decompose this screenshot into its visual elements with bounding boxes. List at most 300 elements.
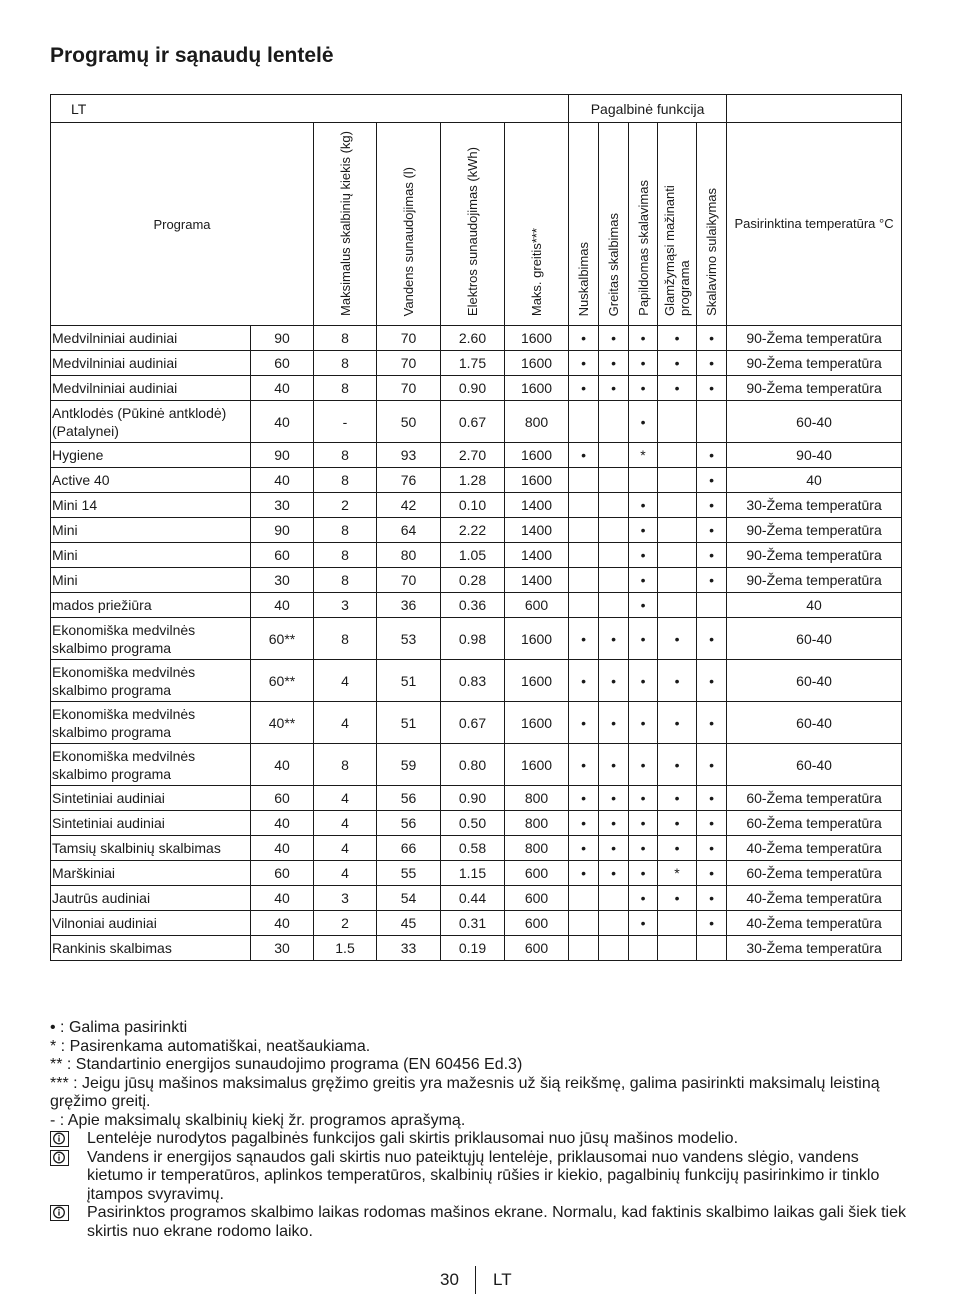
speed-cell: 600 [505, 911, 569, 936]
aux-cell [569, 468, 599, 493]
aux-cell: • [697, 886, 727, 911]
table-row [51, 401, 902, 443]
water-cell: 54 [377, 886, 441, 911]
table-row [51, 936, 902, 961]
energy-cell: 2.22 [441, 518, 505, 543]
program-name-cell: Vilnoniai audiniai [51, 911, 251, 936]
energy-cell: 0.80 [441, 744, 505, 786]
max-load-cell: 2 [314, 911, 377, 936]
max-load-cell: 1.5 [314, 936, 377, 961]
speed-cell: 1600 [505, 326, 569, 351]
max-load-cell: - [314, 401, 377, 443]
aux-cell: • [658, 811, 697, 836]
selectable-temp-cell: 60-Žema temperatūra [727, 786, 902, 811]
info-icon [50, 1205, 69, 1221]
water-cell: 51 [377, 702, 441, 744]
temperature-cell: 30 [251, 568, 314, 593]
table-row [51, 593, 902, 618]
water-cell: 66 [377, 836, 441, 861]
aux-cell [599, 911, 629, 936]
aux-cell [569, 593, 599, 618]
speed-cell: 1400 [505, 518, 569, 543]
note-line: - : Apie maksimalų skalbinių kiekį žr. programos aprašymą. [50, 1111, 466, 1129]
selectable-temp-cell: 90-Žema temperatūra [727, 326, 902, 351]
table-row [51, 886, 902, 911]
aux-cell: • [697, 443, 727, 468]
info-note [50, 1204, 910, 1241]
aux-cell: • [629, 593, 658, 618]
max-load-cell: 8 [314, 518, 377, 543]
temperature-cell: 30 [251, 936, 314, 961]
max-load-cell: 8 [314, 351, 377, 376]
info-icon [50, 1150, 69, 1166]
table-row [51, 744, 902, 786]
note-line: ** : Standartinio energijos sunaudojimo programa (EN 60456 Ed.3) [50, 1056, 523, 1073]
energy-label: Elektros sunaudojimas (kWh) [465, 146, 480, 316]
program-name-cell: Marškiniai [51, 861, 251, 886]
aux-header-2 [629, 123, 658, 326]
aux-cell [599, 543, 629, 568]
speed-cell: 1600 [505, 443, 569, 468]
max-load-label: Maksimalus skalbinių kiekis (kg) [337, 131, 353, 316]
program-name-cell: Mini [51, 543, 251, 568]
aux-cell [658, 401, 697, 443]
program-name-cell: Mini [51, 568, 251, 593]
aux-cell [599, 493, 629, 518]
max-load-cell: 3 [314, 886, 377, 911]
energy-cell: 0.50 [441, 811, 505, 836]
aux-label: Skalavimo sulaikymas [704, 188, 720, 316]
speed-cell: 800 [505, 836, 569, 861]
aux-cell: • [697, 543, 727, 568]
aux-cell [569, 886, 599, 911]
program-name-cell: Rankinis skalbimas [51, 936, 251, 961]
aux-cell: • [697, 468, 727, 493]
speed-cell: 1400 [505, 493, 569, 518]
aux-cell [599, 443, 629, 468]
aux-cell: • [629, 744, 658, 786]
speed-cell: 1600 [505, 660, 569, 702]
aux-cell [569, 518, 599, 543]
aux-cell: • [569, 786, 599, 811]
selectable-temp-cell: 60-40 [727, 618, 902, 660]
temperature-cell: 60 [251, 861, 314, 886]
footer-language: LT [493, 1270, 512, 1289]
aux-cell [629, 468, 658, 493]
max-load-cell: 4 [314, 660, 377, 702]
temp-header: Pasirinktina temperatūra °C [727, 123, 902, 326]
aux-cell [569, 911, 599, 936]
aux-cell: • [658, 702, 697, 744]
aux-cell: • [629, 518, 658, 543]
empty-header-cell [727, 95, 902, 123]
aux-function-header: Pagalbinė funkcija [569, 95, 727, 123]
selectable-temp-cell: 30-Žema temperatūra [727, 493, 902, 518]
speed-cell: 1600 [505, 376, 569, 401]
program-name-cell: Medvilniniai audiniai [51, 351, 251, 376]
water-cell: 70 [377, 326, 441, 351]
program-name-cell: Jautrūs audiniai [51, 886, 251, 911]
aux-cell [658, 911, 697, 936]
water-cell: 93 [377, 443, 441, 468]
info-note-text: Vandens ir energijos sąnaudos gali skirtis nuo pateiktųjų lentelėje, priklausomai nuo vandens slėgio, vandens kietumo ir temperatūros, aplinkos temperatūros, skalbinių rūšies ir kiekio, pagalbinių funkcijų pasirinkimo ir tinklo įtampos svyravimų. [87, 1148, 880, 1203]
temperature-cell: 40 [251, 836, 314, 861]
aux-cell: • [697, 660, 727, 702]
max-load-cell: 2 [314, 493, 377, 518]
table-body [51, 326, 902, 961]
energy-cell: 1.05 [441, 543, 505, 568]
aux-cell: • [658, 618, 697, 660]
selectable-temp-cell: 60-Žema temperatūra [727, 811, 902, 836]
info-note [50, 1149, 910, 1205]
aux-cell [599, 468, 629, 493]
aux-cell: • [658, 660, 697, 702]
energy-cell: 2.60 [441, 326, 505, 351]
water-label: Vandens sunaudojimas (l) [401, 166, 416, 316]
aux-cell: * [658, 861, 697, 886]
program-name-cell: Ekonomiška medvilnės skalbimo programa [51, 618, 251, 660]
aux-cell: • [629, 401, 658, 443]
aux-cell [599, 886, 629, 911]
program-name-cell: Antklodės (Pūkinė antklodė) (Patalynei) [51, 401, 251, 443]
energy-cell: 2.70 [441, 443, 505, 468]
program-name-cell: Medvilniniai audiniai [51, 376, 251, 401]
selectable-temp-cell: 90-40 [727, 443, 902, 468]
aux-cell: • [629, 836, 658, 861]
selectable-temp-cell: 40-Žema temperatūra [727, 886, 902, 911]
aux-cell: • [697, 911, 727, 936]
aux-cell: • [658, 351, 697, 376]
temperature-cell: 40 [251, 811, 314, 836]
aux-cell: • [697, 326, 727, 351]
selectable-temp-cell: 60-40 [727, 401, 902, 443]
selectable-temp-cell: 60-40 [727, 660, 902, 702]
temperature-cell: 40 [251, 401, 314, 443]
aux-cell: • [569, 660, 599, 702]
aux-cell [599, 593, 629, 618]
aux-label: Papildomas skalavimas [635, 180, 651, 316]
selectable-temp-cell: 90-Žema temperatūra [727, 568, 902, 593]
table-row [51, 493, 902, 518]
table-row [51, 351, 902, 376]
aux-cell: • [569, 836, 599, 861]
table-row [51, 376, 902, 401]
aux-cell: • [629, 911, 658, 936]
aux-header-3 [658, 123, 697, 326]
table-row [51, 443, 902, 468]
aux-cell [658, 493, 697, 518]
aux-cell: • [658, 786, 697, 811]
aux-cell [658, 936, 697, 961]
aux-header-0 [569, 123, 599, 326]
table-row [51, 618, 902, 660]
table-row [51, 543, 902, 568]
max-load-cell: 4 [314, 836, 377, 861]
selectable-temp-cell: 90-Žema temperatūra [727, 351, 902, 376]
speed-cell: 600 [505, 593, 569, 618]
aux-cell [569, 543, 599, 568]
water-cell: 36 [377, 593, 441, 618]
selectable-temp-cell: 60-40 [727, 744, 902, 786]
aux-cell [658, 593, 697, 618]
aux-cell: • [697, 518, 727, 543]
aux-cell: • [629, 376, 658, 401]
speed-label: Maks. greitis*** [529, 227, 545, 316]
aux-cell: • [629, 568, 658, 593]
energy-cell: 0.83 [441, 660, 505, 702]
table-row [51, 811, 902, 836]
aux-cell: • [697, 744, 727, 786]
table-row [51, 861, 902, 886]
program-name-cell: Hygiene [51, 443, 251, 468]
aux-cell [599, 936, 629, 961]
program-name-cell: Ekonomiška medvilnės skalbimo programa [51, 702, 251, 744]
aux-cell: • [629, 786, 658, 811]
aux-cell: • [697, 618, 727, 660]
max-load-cell: 8 [314, 326, 377, 351]
notes-section [50, 1019, 910, 1241]
water-cell: 70 [377, 568, 441, 593]
aux-cell: • [629, 326, 658, 351]
speed-cell: 800 [505, 401, 569, 443]
max-load-cell: 4 [314, 861, 377, 886]
energy-cell: 0.90 [441, 786, 505, 811]
water-cell: 64 [377, 518, 441, 543]
aux-cell [658, 443, 697, 468]
speed-cell: 1400 [505, 543, 569, 568]
water-cell: 59 [377, 744, 441, 786]
aux-cell: • [697, 702, 727, 744]
energy-cell: 1.75 [441, 351, 505, 376]
temperature-cell: 60 [251, 351, 314, 376]
max-load-cell: 3 [314, 593, 377, 618]
water-header [377, 123, 441, 326]
selectable-temp-cell: 30-Žema temperatūra [727, 936, 902, 961]
energy-cell: 0.31 [441, 911, 505, 936]
aux-cell: • [658, 744, 697, 786]
aux-cell: • [569, 618, 599, 660]
water-cell: 33 [377, 936, 441, 961]
energy-header [441, 123, 505, 326]
energy-cell: 1.15 [441, 861, 505, 886]
aux-cell: • [697, 376, 727, 401]
energy-cell: 1.28 [441, 468, 505, 493]
aux-cell: • [658, 376, 697, 401]
selectable-temp-cell: 90-Žema temperatūra [727, 376, 902, 401]
max-load-cell: 4 [314, 702, 377, 744]
program-name-cell: Ekonomiška medvilnės skalbimo programa [51, 660, 251, 702]
table-row [51, 911, 902, 936]
max-load-cell: 8 [314, 543, 377, 568]
aux-cell [658, 518, 697, 543]
program-name-cell: Mini 14 [51, 493, 251, 518]
aux-cell [599, 568, 629, 593]
aux-cell [629, 936, 658, 961]
selectable-temp-cell: 40 [727, 593, 902, 618]
energy-cell: 0.19 [441, 936, 505, 961]
aux-cell [569, 568, 599, 593]
water-cell: 76 [377, 468, 441, 493]
aux-cell: • [569, 744, 599, 786]
table-row [51, 702, 902, 744]
program-header: Programa [51, 123, 314, 326]
temperature-cell: 90 [251, 518, 314, 543]
aux-cell: • [599, 351, 629, 376]
aux-label: Nuskalbimas [576, 241, 592, 316]
temperature-cell: 40 [251, 744, 314, 786]
water-cell: 51 [377, 660, 441, 702]
table-row [51, 518, 902, 543]
water-cell: 50 [377, 401, 441, 443]
program-table [50, 94, 902, 961]
temperature-cell: 60** [251, 618, 314, 660]
selectable-temp-cell: 40-Žema temperatūra [727, 911, 902, 936]
program-name-cell: Tamsių skalbinių skalbimas [51, 836, 251, 861]
aux-cell [569, 493, 599, 518]
selectable-temp-cell: 40 [727, 468, 902, 493]
energy-cell: 0.67 [441, 401, 505, 443]
temperature-cell: 40 [251, 468, 314, 493]
aux-cell: • [599, 702, 629, 744]
water-cell: 53 [377, 618, 441, 660]
aux-cell: • [599, 618, 629, 660]
max-load-cell: 8 [314, 443, 377, 468]
max-load-cell: 8 [314, 618, 377, 660]
aux-cell [569, 401, 599, 443]
aux-cell: • [629, 660, 658, 702]
max-load-cell: 8 [314, 376, 377, 401]
temperature-cell: 60** [251, 660, 314, 702]
water-cell: 70 [377, 376, 441, 401]
aux-cell [599, 518, 629, 543]
speed-cell: 600 [505, 936, 569, 961]
note-line: * : Pasirenkama automatiškai, neatšaukiama. [50, 1037, 371, 1055]
temperature-cell: 40 [251, 376, 314, 401]
aux-cell: • [697, 493, 727, 518]
aux-cell: • [629, 351, 658, 376]
program-name-cell: Sintetiniai audiniai [51, 786, 251, 811]
max-load-cell: 8 [314, 568, 377, 593]
aux-cell: • [629, 886, 658, 911]
aux-cell: • [569, 351, 599, 376]
speed-cell: 600 [505, 886, 569, 911]
aux-cell: • [697, 568, 727, 593]
aux-cell: • [569, 861, 599, 886]
aux-header-1 [599, 123, 629, 326]
aux-cell: • [599, 660, 629, 702]
page-number: 30 [440, 1270, 459, 1289]
aux-cell: • [629, 618, 658, 660]
aux-cell: • [599, 861, 629, 886]
aux-cell: • [629, 543, 658, 568]
speed-cell: 1600 [505, 744, 569, 786]
temperature-cell: 40** [251, 702, 314, 744]
aux-cell: • [569, 702, 599, 744]
program-name-cell: Sintetiniai audiniai [51, 811, 251, 836]
energy-cell: 0.67 [441, 702, 505, 744]
aux-cell: • [658, 326, 697, 351]
program-name-cell: Medvilniniai audiniai [51, 326, 251, 351]
energy-cell: 0.90 [441, 376, 505, 401]
temperature-cell: 30 [251, 493, 314, 518]
aux-header-4 [697, 123, 727, 326]
energy-cell: 0.28 [441, 568, 505, 593]
footer-divider [475, 1266, 476, 1294]
aux-cell: • [569, 811, 599, 836]
table-row [51, 786, 902, 811]
program-name-cell: Active 40 [51, 468, 251, 493]
aux-cell [697, 401, 727, 443]
aux-cell [599, 401, 629, 443]
max-load-cell: 8 [314, 744, 377, 786]
speed-cell: 1600 [505, 618, 569, 660]
speed-cell: 1600 [505, 351, 569, 376]
selectable-temp-cell: 90-Žema temperatūra [727, 518, 902, 543]
energy-cell: 0.10 [441, 493, 505, 518]
aux-cell: • [697, 861, 727, 886]
aux-cell [697, 593, 727, 618]
water-cell: 70 [377, 351, 441, 376]
table-row [51, 468, 902, 493]
page-title: Programų ir sąnaudų lentelė [50, 44, 334, 67]
max-load-header [314, 123, 377, 326]
water-cell: 42 [377, 493, 441, 518]
aux-cell: • [599, 376, 629, 401]
aux-cell [697, 936, 727, 961]
speed-cell: 1400 [505, 568, 569, 593]
water-cell: 55 [377, 861, 441, 886]
temperature-cell: 90 [251, 443, 314, 468]
aux-cell: * [629, 443, 658, 468]
aux-cell: • [569, 326, 599, 351]
max-load-cell: 4 [314, 811, 377, 836]
water-cell: 80 [377, 543, 441, 568]
table-lang-label: LT [51, 95, 569, 123]
table-row [51, 568, 902, 593]
aux-cell: • [569, 443, 599, 468]
water-cell: 56 [377, 786, 441, 811]
speed-cell: 1600 [505, 468, 569, 493]
max-load-cell: 8 [314, 468, 377, 493]
table-row [51, 836, 902, 861]
selectable-temp-cell: 90-Žema temperatūra [727, 543, 902, 568]
aux-cell: • [697, 836, 727, 861]
water-cell: 56 [377, 811, 441, 836]
aux-cell: • [629, 811, 658, 836]
info-note [50, 1130, 910, 1149]
aux-cell: • [629, 861, 658, 886]
aux-cell: • [697, 786, 727, 811]
aux-cell: • [697, 351, 727, 376]
note-line: *** : Jeigu jūsų mašinos maksimalus gręžimo greitis yra mažesnis už šią reikšmę, galima pasirinkti maksimalų leistiną gręžimo greitį. [50, 1074, 880, 1110]
aux-label: Glamžymąsi mažinanti programa [662, 185, 693, 316]
selectable-temp-cell: 40-Žema temperatūra [727, 836, 902, 861]
aux-cell: • [629, 493, 658, 518]
aux-cell: • [599, 786, 629, 811]
selectable-temp-cell: 60-Žema temperatūra [727, 861, 902, 886]
water-cell: 45 [377, 911, 441, 936]
aux-label: Greitas skalbimas [606, 212, 622, 316]
program-name-cell: Mini [51, 518, 251, 543]
note-line: • : Galima pasirinkti [50, 1019, 188, 1036]
speed-header [505, 123, 569, 326]
energy-cell: 0.36 [441, 593, 505, 618]
selectable-temp-cell: 60-40 [727, 702, 902, 744]
temperature-cell: 40 [251, 911, 314, 936]
aux-cell: • [599, 326, 629, 351]
aux-cell [658, 468, 697, 493]
aux-cell: • [569, 376, 599, 401]
